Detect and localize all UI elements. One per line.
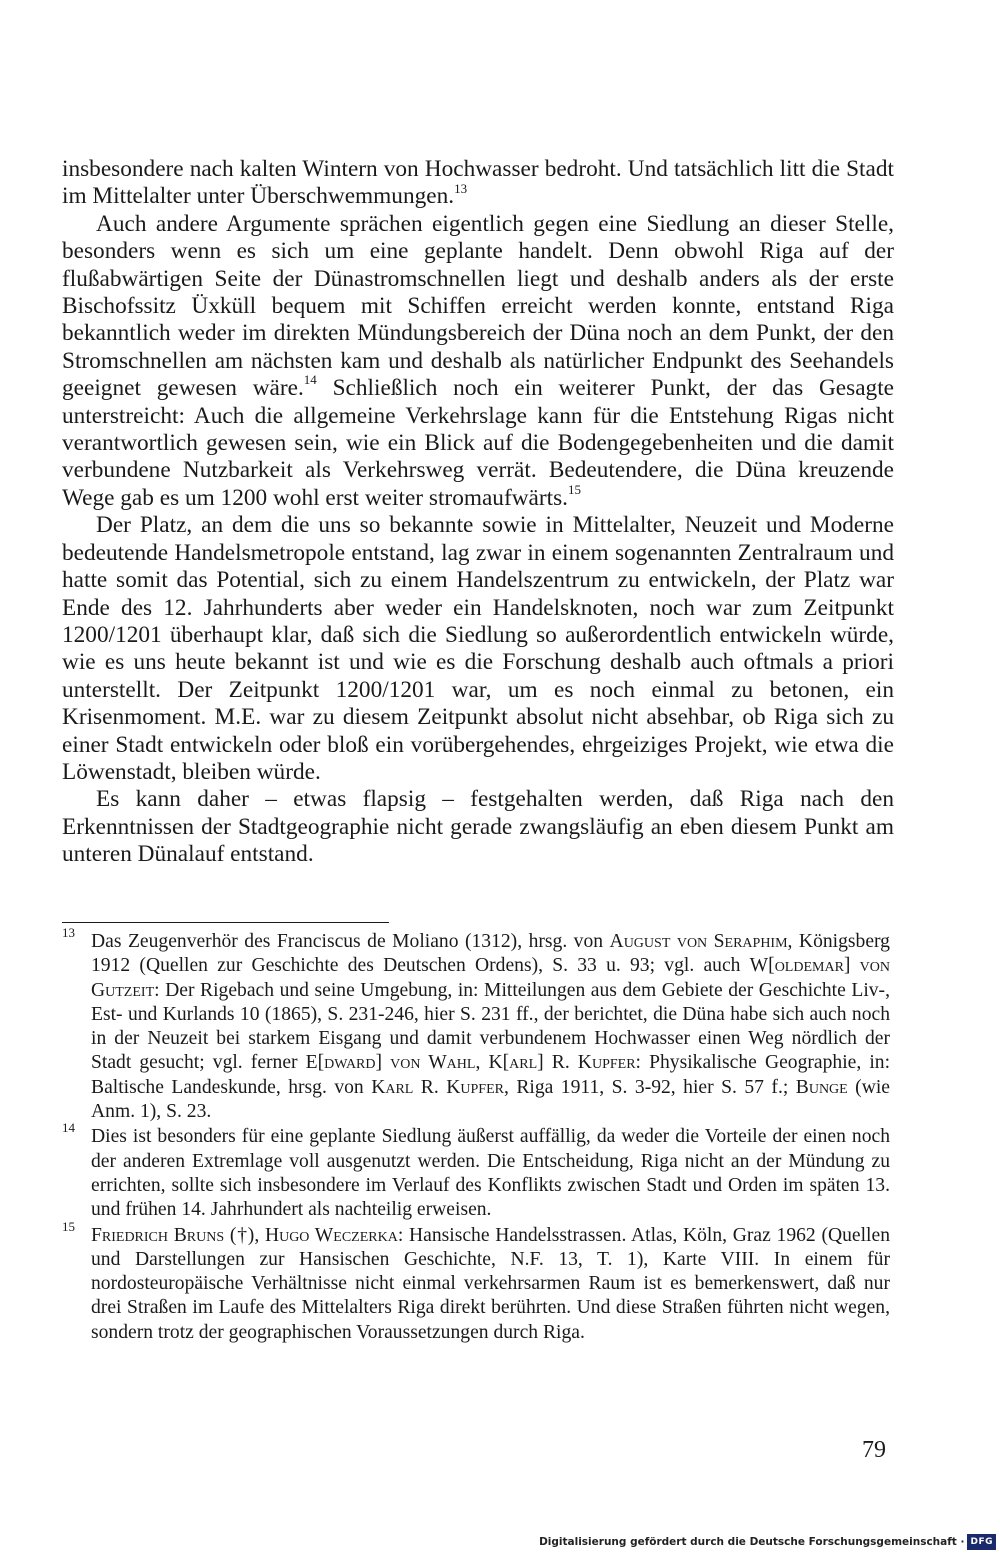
paragraph-4: Es kann daher – etwas flapsig – festgehalten werden, daß Riga nach den Erkenntnissen der Stadtgeographie nicht gerade zwangsläufig an eben diesem Punkt am unteren Dünalauf entstand. — [62, 786, 894, 868]
footnote-13: 13 Das Zeugenverhör des Franciscus de Moliano (1312), hrsg. von August von Seraphim, Königsberg 1912 (Quellen zur Geschichte des Deutschen Ordens), S. 33 u. 93; vgl. auch W[oldemar] von Gutzeit: Der Rigebach und seine Umgebung, in: Mitteilungen aus dem Gebiete der Geschichte Liv-, Est- und Kurlands 10 (1865), S. 231-246, hier S. 231 ff., der berichtet, die Düna habe sich auch noch in der Neuzeit bei starkem Eisgang und damit verbundenem Hochwasser einen Weg nördlich der Stadt gesucht; vgl. ferner E[dward] von Wahl, K[arl] R. Kupfer: Physikalische Geographie, in: Baltische Landeskunde, hrsg. von Karl R. Kupfer, Riga 1911, S. 3-92, hier S. 57 f.; Bunge (wie Anm. 1), S. 23. — [62, 925, 891, 1123]
main-text — [62, 156, 894, 869]
paragraph-1: insbesondere nach kalten Wintern von Hochwasser bedroht. Und tatsächlich litt die Stadt im Mittelalter unter Überschwemmungen.$^{13}$ — [62, 156, 894, 210]
paragraph-3: Der Platz, an dem die uns so bekannte sowie in Mittelalter, Neuzeit und Moderne bedeutende Handelsmetropole entstand, lag zwar in einem sogenannten Zentralraum und hatte somit das Potential, sich zu einem Handelszentrum zu entwickeln, der Platz war Ende des 12. Jahrhunderts aber weder ein Handelsknoten, noch war zum Zeitpunkt 1200/1201 überhaupt klar, daß sich die Siedlung so außerordentlich entwickeln würde, wie es uns heute bekannt ist und wie es die Forschung deshalb auch oftmals a priori unterstellt. Der Zeitpunkt 1200/1201 war, um es noch einmal zu betonen, ein Krisenmoment. M.E. war zu diesem Zeitpunkt absolut nicht absehbar, ob Riga sich zu einer Stadt entwickeln oder bloß ein vorübergehendes, ehrgeiziges Projekt, wie etwa die Löwenstadt, bleiben würde. — [62, 512, 894, 785]
author-name: E[dward] von Wahl, K[arl] R. Kupfer — [305, 1052, 636, 1074]
footnote-ref-14[interactable]: 14 — [303, 372, 317, 388]
footnote-15: 15 Friedrich Bruns (†), Hugo Weczerka: Hansische Handelsstrassen. Atlas, Köln, Graz 1962 (Quellen und Darstellungen zur Hansischen Geschichte, N.F. 13, T. 1), Karte VIII. In einem für nordosteuropäische Verhältnisse nicht einmal verkehrsarmen Raum ist es bemerkenswert, daß nur drei Straßen im Laufe des Mittelalters Riga direkt berührten. Und diese Straßen führten nicht wegen, sondern trotz der geographischen Voraussetzungen durch Riga. — [62, 1218, 890, 1343]
author-name: Karl R. Kupfer — [371, 1076, 504, 1098]
footnotes — [62, 925, 891, 1345]
author-name: Friedrich Bruns — [91, 1224, 225, 1246]
footnote-number: 15 — [62, 1218, 75, 1234]
author-name: Bunge — [795, 1076, 848, 1098]
footnote-number: 13 — [62, 925, 75, 940]
author-name: August von Seraphim — [609, 931, 788, 952]
funding-note — [539, 1534, 996, 1550]
author-name: Hugo Weczerka — [264, 1224, 398, 1246]
dfg-logo-icon: DFG — [967, 1534, 996, 1550]
footnote-divider — [62, 922, 389, 923]
funding-text: Digitalisierung gefördert durch die Deutsche Forschungsgemeinschaft · — [539, 1536, 965, 1548]
author-name: W[oldemar] von Gutzeit — [91, 955, 890, 1001]
footnote-14: 14 Dies ist besonders für eine geplante Siedlung äußerst auffällig, da weder die Vorteile der einen noch der anderen Extremlage voll ausgenutzt werden. Die Entscheidung, Riga nicht an der Mündung zu errichten, sollte sich insbesondere im Verlauf des Konflikts zwischen Stadt und Orden im späten 13. und frühen 14. Jahrhundert als nachteilig erweisen. — [62, 1120, 890, 1221]
page-number: 79 — [862, 1437, 886, 1463]
paragraph-2: Auch andere Argumente sprächen eigentlich gegen eine Siedlung an dieser Stelle, besonders wenn es sich um eine geplante handelt. Denn obwohl Riga auf der flußabwärtigen Seite der Dünastromschnellen liegt und deshalb anders als der erste Bischofssitz Üxküll bequem mit Schiffen erreicht werden konnte, entstand Riga bekanntlich weder im direkten Mündungsbereich der Düna noch an dem Punkt, der den Stromschnellen am nächsten kam und deshalb als natürlicher Endpunkt des Seehandels geeignet gewesen wäre.$^{14}$ Schließlich noch ein weiterer Punkt, der das Gesagte unterstreicht: Auch die allgemeine Verkehrslage kann für die Entstehung Rigas nicht verantwortlich gewesen sein, wie ein Blick auf die Bodengegebenheiten und die damit verbundene Nutzbarkeit als Verkehrsweg verrät. Bedeutendere, die Düna kreuzende Wege gab es um 1200 wohl erst weiter stromaufwärts.$^{15}$ — [62, 210, 895, 511]
footnote-ref-15[interactable]: 15 — [568, 482, 581, 498]
footnote-ref-13[interactable]: 13 — [454, 180, 468, 196]
footnote-number: 14 — [62, 1120, 75, 1136]
